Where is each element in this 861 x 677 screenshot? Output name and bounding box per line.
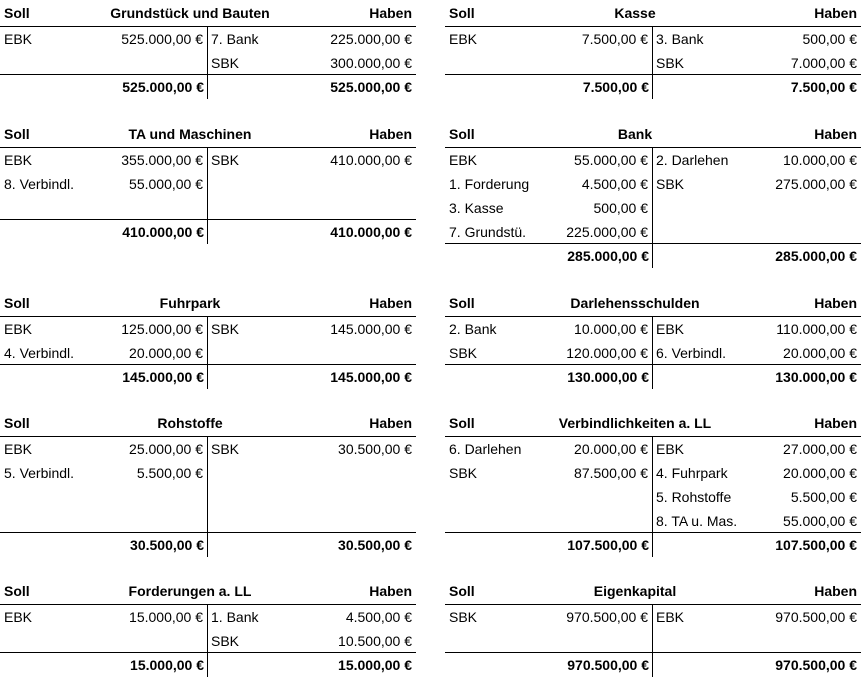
entry-label: EBK — [4, 609, 33, 625]
soll-label: Soll — [449, 126, 475, 142]
t-account-body — [0, 317, 416, 365]
account-title: Bank — [617, 126, 653, 142]
account-title: Grundstück und Bauten — [110, 5, 270, 21]
entry-amount: 87.500,00 € — [574, 465, 648, 481]
entry-label: 7. Grundstü. — [449, 224, 527, 240]
entry-row — [208, 629, 416, 653]
entry-amount: 225.000,00 € — [330, 31, 412, 47]
total-debit: 107.500,00 € — [567, 537, 649, 553]
t-account-total — [0, 219, 416, 244]
entry-amount: 10.500,00 € — [338, 633, 412, 649]
t-account-header — [0, 292, 416, 317]
debit-side — [0, 148, 208, 220]
entry-label: 1. Bank — [211, 609, 259, 625]
entry-row — [653, 148, 861, 172]
account-title: Forderungen a. LL — [128, 583, 252, 599]
total-credit: 410.000,00 € — [330, 224, 412, 240]
t-account-total — [445, 243, 861, 268]
entry-label: EBK — [4, 321, 33, 337]
total-credit: 7.500,00 € — [790, 79, 857, 95]
entry-row — [653, 172, 861, 196]
entry-row — [208, 605, 416, 629]
debit-side — [445, 317, 653, 365]
haben-label: Haben — [814, 415, 857, 431]
total-credit: 525.000,00 € — [330, 79, 412, 95]
entry-row — [653, 485, 861, 509]
t-account-total — [445, 74, 861, 99]
entry-amount: 20.000,00 € — [129, 345, 203, 361]
total-divider — [652, 244, 653, 268]
entry-label: SBK — [449, 465, 478, 481]
entry-label: SBK — [656, 55, 685, 71]
haben-label: Haben — [814, 5, 857, 21]
entry-amount: 7.500,00 € — [581, 31, 648, 47]
entry-label: 3. Bank — [656, 31, 704, 47]
t-account-total — [0, 532, 416, 557]
entry-amount: 145.000,00 € — [330, 321, 412, 337]
entry-label: EBK — [656, 321, 685, 337]
entry-amount: 355.000,00 € — [121, 152, 203, 168]
t-account-body — [445, 317, 861, 365]
total-debit: 410.000,00 € — [122, 224, 204, 240]
entry-row — [445, 172, 652, 196]
total-debit: 30.500,00 € — [130, 537, 204, 553]
total-divider — [652, 533, 653, 557]
entry-row — [445, 605, 652, 629]
entry-label: SBK — [449, 609, 478, 625]
entry-amount: 4.500,00 € — [345, 609, 412, 625]
entry-row — [208, 27, 416, 51]
t-account — [0, 580, 416, 673]
total-debit: 130.000,00 € — [567, 369, 649, 385]
t-account-total — [445, 532, 861, 557]
entry-amount: 410.000,00 € — [330, 152, 412, 168]
t-account-total — [0, 652, 416, 677]
soll-label: Soll — [449, 415, 475, 431]
debit-side — [0, 27, 208, 75]
credit-side — [208, 148, 416, 220]
total-divider — [652, 365, 653, 389]
entry-amount: 500,00 € — [593, 200, 648, 216]
entry-amount: 20.000,00 € — [783, 465, 857, 481]
entry-amount: 55.000,00 € — [783, 513, 857, 529]
debit-side — [0, 317, 208, 365]
t-account-body — [445, 27, 861, 75]
haben-label: Haben — [814, 583, 857, 599]
entry-label: SBK — [656, 176, 685, 192]
entry-label: SBK — [211, 441, 240, 457]
entry-amount: 4.500,00 € — [581, 176, 648, 192]
t-account-body — [0, 27, 416, 75]
entry-amount: 55.000,00 € — [129, 176, 203, 192]
haben-label: Haben — [369, 126, 412, 142]
entry-row — [208, 437, 416, 461]
account-title: Eigenkapital — [593, 583, 677, 599]
account-title: Darlehensschulden — [570, 295, 700, 311]
entry-label: EBK — [656, 441, 685, 457]
entry-row — [445, 461, 652, 485]
entry-label: 1. Forderung — [449, 176, 530, 192]
entry-amount: 10.000,00 € — [574, 321, 648, 337]
entry-amount: 5.500,00 € — [790, 489, 857, 505]
total-divider — [652, 75, 653, 99]
t-account-total — [445, 364, 861, 389]
entry-row — [445, 196, 652, 220]
entry-row — [445, 27, 652, 51]
credit-side — [653, 605, 861, 653]
haben-label: Haben — [369, 295, 412, 311]
entry-label: SBK — [449, 345, 478, 361]
account-title: TA und Maschinen — [128, 126, 252, 142]
entry-row — [445, 437, 652, 461]
entry-label: 2. Bank — [449, 321, 497, 337]
entry-row — [208, 148, 416, 172]
entry-label: SBK — [211, 321, 240, 337]
credit-side — [653, 317, 861, 365]
entry-row — [0, 341, 207, 365]
entry-amount: 27.000,00 € — [783, 441, 857, 457]
haben-label: Haben — [369, 5, 412, 21]
total-divider — [207, 533, 208, 557]
t-account — [0, 2, 416, 95]
t-account-header — [0, 412, 416, 437]
entry-row — [445, 341, 652, 365]
entry-row — [208, 51, 416, 75]
entry-amount: 500,00 € — [802, 31, 857, 47]
t-account-header — [0, 580, 416, 605]
entry-label: 6. Darlehen — [449, 441, 522, 457]
total-debit: 970.500,00 € — [567, 657, 649, 673]
entry-label: EBK — [656, 609, 685, 625]
t-account-body — [0, 148, 416, 220]
entry-row — [208, 317, 416, 341]
total-credit: 130.000,00 € — [775, 369, 857, 385]
t-account-header — [0, 2, 416, 27]
entry-label: 8. Verbindl. — [4, 176, 75, 192]
entry-amount: 970.500,00 € — [566, 609, 648, 625]
haben-label: Haben — [369, 583, 412, 599]
credit-side — [653, 27, 861, 75]
entry-label: SBK — [211, 152, 240, 168]
total-debit: 285.000,00 € — [567, 248, 649, 264]
total-divider — [207, 220, 208, 244]
entry-label: EBK — [4, 31, 33, 47]
t-account-header — [445, 123, 861, 148]
debit-side — [445, 27, 653, 75]
debit-side — [445, 605, 653, 653]
entry-amount: 525.000,00 € — [121, 31, 203, 47]
entry-amount: 7.000,00 € — [790, 55, 857, 71]
t-account-total — [0, 364, 416, 389]
entry-amount: 20.000,00 € — [783, 345, 857, 361]
debit-side — [0, 437, 208, 533]
entry-label: SBK — [211, 633, 240, 649]
soll-label: Soll — [449, 5, 475, 21]
credit-side — [208, 605, 416, 653]
entry-row — [653, 461, 861, 485]
t-account-header — [445, 580, 861, 605]
entry-amount: 275.000,00 € — [775, 176, 857, 192]
t-account-body — [445, 605, 861, 653]
entry-label: 4. Fuhrpark — [656, 465, 728, 481]
entry-row — [0, 27, 207, 51]
entry-amount: 120.000,00 € — [566, 345, 648, 361]
soll-label: Soll — [4, 126, 30, 142]
t-account — [0, 412, 416, 553]
credit-side — [653, 437, 861, 533]
credit-side — [653, 148, 861, 244]
entry-row — [445, 220, 652, 244]
total-debit: 15.000,00 € — [130, 657, 204, 673]
t-account-body — [445, 437, 861, 533]
entry-row — [445, 148, 652, 172]
total-debit: 525.000,00 € — [122, 79, 204, 95]
entry-row — [653, 51, 861, 75]
total-credit: 285.000,00 € — [775, 248, 857, 264]
entry-label: 7. Bank — [211, 31, 259, 47]
soll-label: Soll — [449, 295, 475, 311]
debit-side — [445, 437, 653, 533]
entry-row — [653, 437, 861, 461]
haben-label: Haben — [369, 415, 412, 431]
t-account-body — [445, 148, 861, 244]
t-account — [445, 412, 861, 553]
account-title: Verbindlichkeiten a. LL — [558, 415, 712, 431]
total-debit: 7.500,00 € — [582, 79, 649, 95]
account-title: Rohstoffe — [157, 415, 223, 431]
entry-row — [445, 317, 652, 341]
debit-side — [445, 148, 653, 244]
entry-label: EBK — [4, 441, 33, 457]
account-title: Fuhrpark — [159, 295, 221, 311]
credit-side — [208, 27, 416, 75]
entry-amount: 110.000,00 € — [776, 321, 857, 337]
t-account — [0, 123, 416, 240]
total-divider — [652, 653, 653, 677]
total-debit: 145.000,00 € — [122, 369, 204, 385]
total-divider — [207, 653, 208, 677]
t-account — [445, 123, 861, 264]
credit-side — [208, 437, 416, 533]
account-title: Kasse — [614, 5, 656, 21]
t-account-total — [445, 652, 861, 677]
haben-label: Haben — [814, 295, 857, 311]
entry-row — [653, 605, 861, 629]
entry-amount: 20.000,00 € — [574, 441, 648, 457]
entry-row — [0, 317, 207, 341]
entry-amount: 970.500,00 € — [775, 609, 857, 625]
soll-label: Soll — [4, 295, 30, 311]
entry-label: 5. Verbindl. — [4, 465, 75, 481]
entry-amount: 225.000,00 € — [566, 224, 648, 240]
entry-amount: 25.000,00 € — [129, 441, 203, 457]
haben-label: Haben — [814, 126, 857, 142]
t-account — [445, 292, 861, 385]
t-account-header — [445, 2, 861, 27]
total-credit: 145.000,00 € — [330, 369, 412, 385]
entry-label: 3. Kasse — [449, 200, 504, 216]
entry-row — [0, 172, 207, 196]
entry-row — [653, 341, 861, 365]
entry-row — [653, 27, 861, 51]
t-account-header — [0, 123, 416, 148]
soll-label: Soll — [4, 415, 30, 431]
total-credit: 30.500,00 € — [338, 537, 412, 553]
t-account-header — [445, 292, 861, 317]
entry-row — [0, 148, 207, 172]
entry-row — [653, 317, 861, 341]
entry-row — [0, 605, 207, 629]
entry-amount: 5.500,00 € — [136, 465, 203, 481]
total-credit: 970.500,00 € — [775, 657, 857, 673]
total-credit: 107.500,00 € — [775, 537, 857, 553]
credit-side — [208, 317, 416, 365]
entry-label: EBK — [449, 152, 478, 168]
entry-row — [653, 509, 861, 533]
entry-amount: 125.000,00 € — [121, 321, 203, 337]
t-account — [0, 292, 416, 385]
soll-label: Soll — [449, 583, 475, 599]
entry-label: 5. Rohstoffe — [656, 489, 732, 505]
t-account-header — [445, 412, 861, 437]
entry-amount: 30.500,00 € — [338, 441, 412, 457]
debit-side — [0, 605, 208, 653]
entry-label: EBK — [4, 152, 33, 168]
entry-amount: 300.000,00 € — [330, 55, 412, 71]
t-account-total — [0, 74, 416, 99]
entry-label: 2. Darlehen — [656, 152, 729, 168]
entry-row — [0, 461, 207, 485]
entry-label: 8. TA u. Mas. — [656, 513, 738, 529]
t-account-body — [0, 605, 416, 653]
entry-label: SBK — [211, 55, 240, 71]
entry-row — [0, 437, 207, 461]
entry-amount: 15.000,00 € — [129, 609, 203, 625]
entry-amount: 10.000,00 € — [783, 152, 857, 168]
t-account — [445, 580, 861, 673]
t-account — [445, 2, 861, 95]
total-divider — [207, 75, 208, 99]
t-account-body — [0, 437, 416, 533]
entry-label: EBK — [449, 31, 478, 47]
entry-label: 4. Verbindl. — [4, 345, 75, 361]
soll-label: Soll — [4, 583, 30, 599]
soll-label: Soll — [4, 5, 30, 21]
entry-amount: 55.000,00 € — [574, 152, 648, 168]
total-divider — [207, 365, 208, 389]
entry-label: 6. Verbindl. — [656, 345, 727, 361]
total-credit: 15.000,00 € — [338, 657, 412, 673]
